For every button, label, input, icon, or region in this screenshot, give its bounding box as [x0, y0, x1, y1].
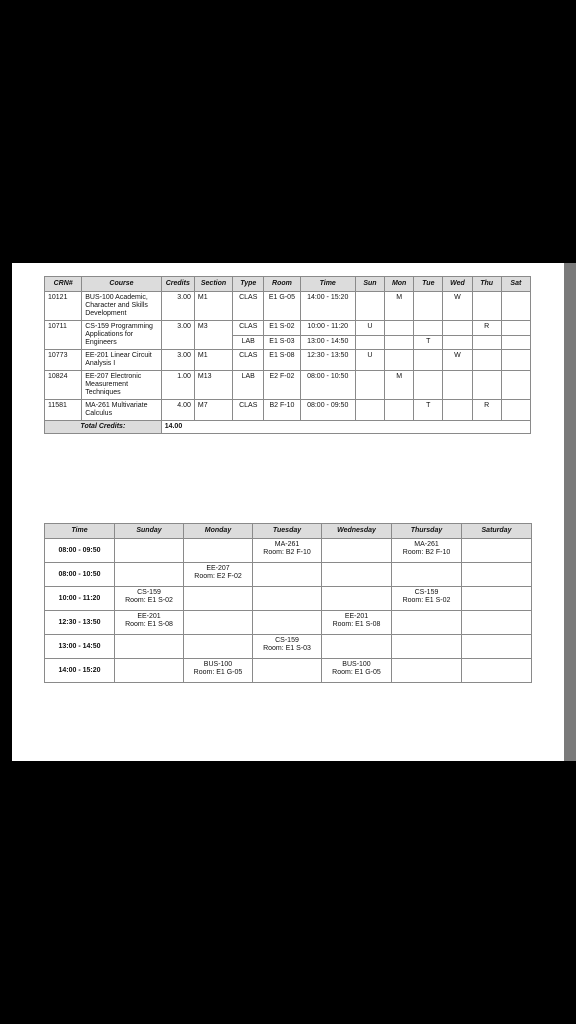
room-label: Room: E1 S-03	[263, 645, 311, 652]
schedule-cell	[322, 563, 392, 587]
room-label: Room: E1 G-05	[332, 669, 381, 676]
time-cell: 10:00 - 11:20	[300, 321, 355, 336]
column-header: Time	[300, 277, 355, 292]
course-code: EE-201	[344, 613, 369, 620]
day-cell-wed	[443, 371, 472, 400]
schedule-cell	[253, 539, 322, 563]
day-cell-mon	[385, 400, 414, 421]
schedule-cell	[184, 611, 253, 635]
room-label: Room: E1 S-02	[125, 597, 173, 604]
day-cell-mon: M	[385, 292, 414, 321]
weekday-header: Saturday	[462, 524, 532, 539]
course-code: MA-261	[414, 541, 439, 548]
schedule-row	[45, 587, 532, 611]
schedule-row	[45, 539, 532, 563]
room-label: Room: E1 S-02	[402, 597, 451, 604]
courses-table	[44, 276, 531, 434]
schedule-cell	[253, 611, 322, 635]
time-slot: 08:00 - 09:50	[45, 539, 115, 563]
time-slot: 14:00 - 15:20	[45, 659, 115, 683]
schedule-cell	[462, 659, 532, 683]
time-cell: 08:00 - 10:50	[300, 371, 355, 400]
weekly-schedule-table	[44, 523, 532, 683]
schedule-row	[45, 611, 532, 635]
day-cell-sun	[355, 335, 384, 350]
column-header: CRN#	[45, 277, 82, 292]
schedule-cell	[392, 659, 462, 683]
schedule-cell	[184, 539, 253, 563]
course-code: BUS-100	[203, 661, 233, 668]
course-code: CS-159	[414, 589, 439, 596]
schedule-cell	[184, 587, 253, 611]
schedule-cell	[184, 659, 253, 683]
day-cell-tue	[414, 321, 443, 336]
day-cell-sat	[501, 400, 530, 421]
day-cell-sat	[501, 321, 530, 336]
course-cell: EE-207 Electronic Measurement Techniques	[82, 371, 161, 400]
crn-cell: 10824	[45, 371, 82, 400]
room-label: Room: B2 F-10	[402, 549, 451, 556]
day-cell-thu: R	[472, 321, 501, 336]
schedule-cell	[322, 635, 392, 659]
crn-cell: 11581	[45, 400, 82, 421]
course-cell: MA-261 Multivariate Calculus	[82, 400, 161, 421]
schedule-cell	[462, 587, 532, 611]
time-slot: 10:00 - 11:20	[45, 587, 115, 611]
course-code: MA-261	[274, 541, 300, 548]
schedule-row	[45, 563, 532, 587]
column-header: Credits	[161, 277, 194, 292]
type-cell: CLAS	[233, 400, 264, 421]
column-header: Type	[233, 277, 264, 292]
day-cell-tue	[414, 371, 443, 400]
courses-header-row	[45, 277, 531, 292]
schedule-cell	[392, 539, 462, 563]
weekday-header: Monday	[184, 524, 253, 539]
weekly-header-row	[45, 524, 532, 539]
credits-cell: 4.00	[161, 400, 194, 421]
day-cell-tue: T	[414, 335, 443, 350]
credits-cell: 3.00	[161, 321, 194, 350]
column-header: Sat	[501, 277, 530, 292]
day-cell-wed	[443, 321, 472, 336]
day-cell-thu	[472, 292, 501, 321]
room-cell: E1 G-05	[264, 292, 300, 321]
time-slot: 12:30 - 13:50	[45, 611, 115, 635]
room-label: Room: E1 S-08	[125, 621, 173, 628]
column-header: Section	[194, 277, 232, 292]
type-cell: LAB	[233, 371, 264, 400]
schedule-cell	[253, 635, 322, 659]
room-cell: E1 S-02	[264, 321, 300, 336]
total-row	[45, 421, 531, 434]
room-cell: E1 S-08	[264, 350, 300, 371]
section-cell: M1	[194, 292, 232, 321]
schedule-cell	[322, 587, 392, 611]
course-cell: EE-201 Linear Circuit Analysis I	[82, 350, 161, 371]
day-cell-mon	[385, 335, 414, 350]
weekday-header: Wednesday	[322, 524, 392, 539]
schedule-cell	[115, 539, 184, 563]
day-cell-sun: U	[355, 321, 384, 336]
document-page	[12, 263, 564, 761]
day-cell-mon: M	[385, 371, 414, 400]
time-cell: 08:00 - 09:50	[300, 400, 355, 421]
schedule-cell	[184, 563, 253, 587]
section-cell: M3	[194, 321, 232, 350]
day-cell-sun	[355, 292, 384, 321]
schedule-cell	[184, 635, 253, 659]
schedule-cell	[115, 659, 184, 683]
section-cell: M1	[194, 350, 232, 371]
course-code: CS-159	[275, 637, 299, 644]
day-cell-wed	[443, 400, 472, 421]
day-cell-wed: W	[443, 350, 472, 371]
schedule-cell	[322, 659, 392, 683]
credits-cell: 1.00	[161, 371, 194, 400]
section-cell: M7	[194, 400, 232, 421]
schedule-cell	[115, 563, 184, 587]
crn-cell: 10121	[45, 292, 82, 321]
time-slot: 08:00 - 10:50	[45, 563, 115, 587]
day-cell-tue: T	[414, 400, 443, 421]
schedule-cell	[115, 635, 184, 659]
day-cell-mon	[385, 350, 414, 371]
course-code: EE-207	[206, 565, 230, 572]
course-code: BUS-100	[342, 661, 371, 668]
column-header: Course	[82, 277, 161, 292]
crn-cell: 10773	[45, 350, 82, 371]
schedule-cell	[392, 611, 462, 635]
day-cell-wed: W	[443, 292, 472, 321]
room-label: Room: E2 F-02	[194, 573, 242, 580]
course-cell: CS-159 Programming Applications for Engineers	[82, 321, 161, 350]
total-credits-value: 14.00	[161, 421, 530, 434]
credits-cell: 3.00	[161, 350, 194, 371]
day-cell-sun	[355, 400, 384, 421]
day-cell-sun	[355, 371, 384, 400]
time-cell: 12:30 - 13:50	[300, 350, 355, 371]
weekday-header: Thursday	[392, 524, 462, 539]
day-cell-thu	[472, 371, 501, 400]
crn-cell: 10711	[45, 321, 82, 350]
room-label: Room: E1 S-08	[332, 621, 381, 628]
time-slot: 13:00 - 14:50	[45, 635, 115, 659]
day-cell-sat	[501, 292, 530, 321]
room-cell: B2 F-10	[264, 400, 300, 421]
day-cell-thu: R	[472, 400, 501, 421]
schedule-cell	[462, 611, 532, 635]
schedule-row	[45, 635, 532, 659]
room-label: Room: E1 G-05	[193, 669, 243, 676]
room-cell: E1 S-03	[264, 335, 300, 350]
schedule-cell	[462, 539, 532, 563]
table-row	[45, 321, 531, 336]
column-header: Sun	[355, 277, 384, 292]
schedule-cell	[392, 563, 462, 587]
section-cell: M13	[194, 371, 232, 400]
day-cell-sat	[501, 371, 530, 400]
column-header: Thu	[472, 277, 501, 292]
day-cell-thu	[472, 350, 501, 371]
schedule-cell	[253, 659, 322, 683]
table-row	[45, 292, 531, 321]
table-row	[45, 350, 531, 371]
room-label: Room: B2 F-10	[263, 549, 311, 556]
schedule-cell	[392, 587, 462, 611]
column-header: Mon	[385, 277, 414, 292]
day-cell-mon	[385, 321, 414, 336]
type-cell: CLAS	[233, 292, 264, 321]
schedule-cell	[115, 611, 184, 635]
type-cell: CLAS	[233, 350, 264, 371]
time-cell: 13:00 - 14:50	[300, 335, 355, 350]
page-edge-shadow	[564, 263, 576, 761]
day-cell-thu	[472, 335, 501, 350]
schedule-cell	[322, 611, 392, 635]
course-code: EE-201	[137, 613, 161, 620]
schedule-cell	[462, 635, 532, 659]
column-header: Wed	[443, 277, 472, 292]
weekday-header: Sunday	[115, 524, 184, 539]
column-header: Room	[264, 277, 300, 292]
day-cell-sun: U	[355, 350, 384, 371]
room-cell: E2 F-02	[264, 371, 300, 400]
credits-cell: 3.00	[161, 292, 194, 321]
table-row	[45, 400, 531, 421]
day-cell-sat	[501, 335, 530, 350]
course-code: CS-159	[137, 589, 161, 596]
day-cell-wed	[443, 335, 472, 350]
course-cell: BUS-100 Academic, Character and Skills Development	[82, 292, 161, 321]
day-cell-tue	[414, 350, 443, 371]
schedule-cell	[253, 563, 322, 587]
table-row	[45, 371, 531, 400]
schedule-row	[45, 659, 532, 683]
weekday-header: Tuesday	[253, 524, 322, 539]
schedule-cell	[322, 539, 392, 563]
day-cell-tue	[414, 292, 443, 321]
schedule-cell	[392, 635, 462, 659]
total-credits-label: Total Credits:	[45, 421, 162, 434]
day-cell-sat	[501, 350, 530, 371]
schedule-cell	[115, 587, 184, 611]
schedule-cell	[253, 587, 322, 611]
time-cell: 14:00 - 15:20	[300, 292, 355, 321]
schedule-cell	[462, 563, 532, 587]
weekday-header: Time	[45, 524, 115, 539]
column-header: Tue	[414, 277, 443, 292]
type-cell: LAB	[233, 335, 264, 350]
type-cell: CLAS	[233, 321, 264, 336]
